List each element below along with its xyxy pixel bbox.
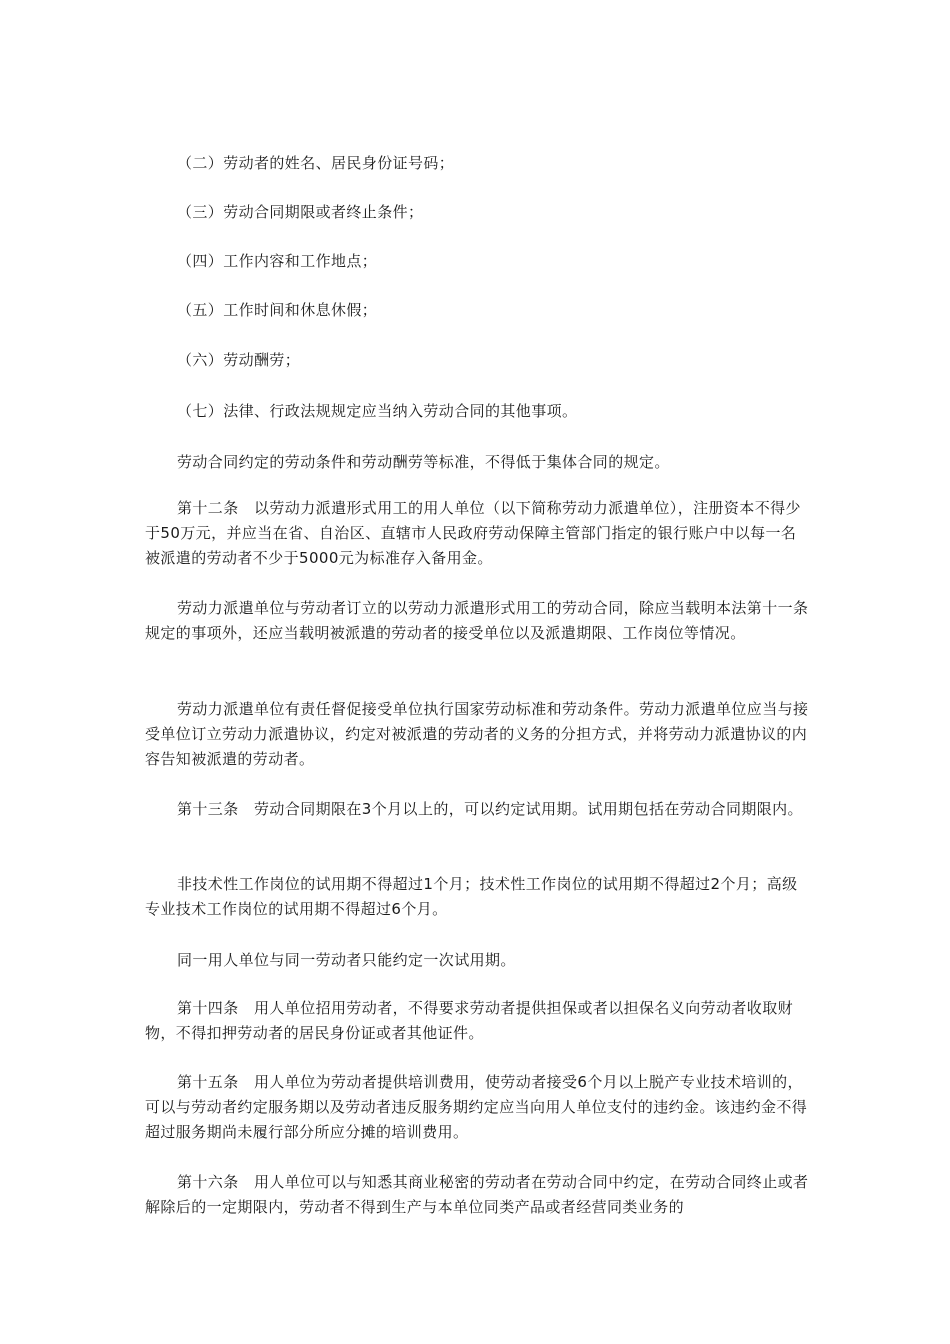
paragraph-item-4: （四）工作内容和工作地点； [177,252,378,270]
article-12-clause-2: 劳动力派遣单位与劳动者订立的以劳动力派遣形式用工的劳动合同，除应当载明本法第十一条规定的事项外，还应当载明被派遣的劳动者的接受单位以及派遣期限、工作岗位等情况。 [145,599,809,642]
paragraph-item-3: （三）劳动合同期限或者终止条件； [177,203,424,221]
paragraph-item-2: （二）劳动者的姓名、居民身份证号码； [177,154,455,172]
paragraph-item-6: （六）劳动酬劳； [177,351,301,369]
paragraph-item-5: （五）工作时间和休息休假； [177,301,378,319]
article-15: 第十五条 用人单位为劳动者提供培训费用，使劳动者接受6个月以上脱产专业技术培训的，可以与劳动者约定服务期以及劳动者违反服务期约定应当向用人单位支付的违约金。该违约金不得超过服务期尚未履行部分所应分摊的培训费用。 [145,1073,808,1141]
article-14: 第十四条 用人单位招用劳动者，不得要求劳动者提供担保或者以担保名义向劳动者收取财物，不得扣押劳动者的居民身份证或者其他证件。 [145,999,794,1042]
paragraph-contract-standard: 劳动合同约定的劳动条件和劳动酬劳等标准，不得低于集体合同的规定。 [177,453,670,471]
article-13-clause-3: 同一用人单位与同一劳动者只能约定一次试用期。 [177,951,516,969]
article-16: 第十六条 用人单位可以与知悉其商业秘密的劳动者在劳动合同中约定，在劳动合同终止或者解除后的一定期限内，劳动者不得到生产与本单位同类产品或者经营同类业务的 [145,1173,809,1216]
article-13-clause-2: 非技术性工作岗位的试用期不得超过1个月；技术性工作岗位的试用期不得超过2个月；高级专业技术工作岗位的试用期不得超过6个月。 [145,875,798,918]
paragraph-item-7: （七）法律、行政法规规定应当纳入劳动合同的其他事项。 [177,402,578,420]
article-13: 第十三条 劳动合同期限在3个月以上的，可以约定试用期。试用期包括在劳动合同期限内。 [177,800,803,818]
article-12: 第十二条 以劳动力派遣形式用工的用人单位（以下简称劳动力派遣单位），注册资本不得少于50万元，并应当在省、自治区、直辖市人民政府劳动保障主管部门指定的银行账户中以每一名被派遣的劳动者不少于5000元为标准存入备用金。 [145,499,801,567]
article-12-clause-3: 劳动力派遣单位有责任督促接受单位执行国家劳动标准和劳动条件。劳动力派遣单位应当与接受单位订立劳动力派遣协议，约定对被派遣的劳动者的义务的分担方式，并将劳动力派遣协议的内容告知被派遣的劳动者。 [145,700,809,768]
